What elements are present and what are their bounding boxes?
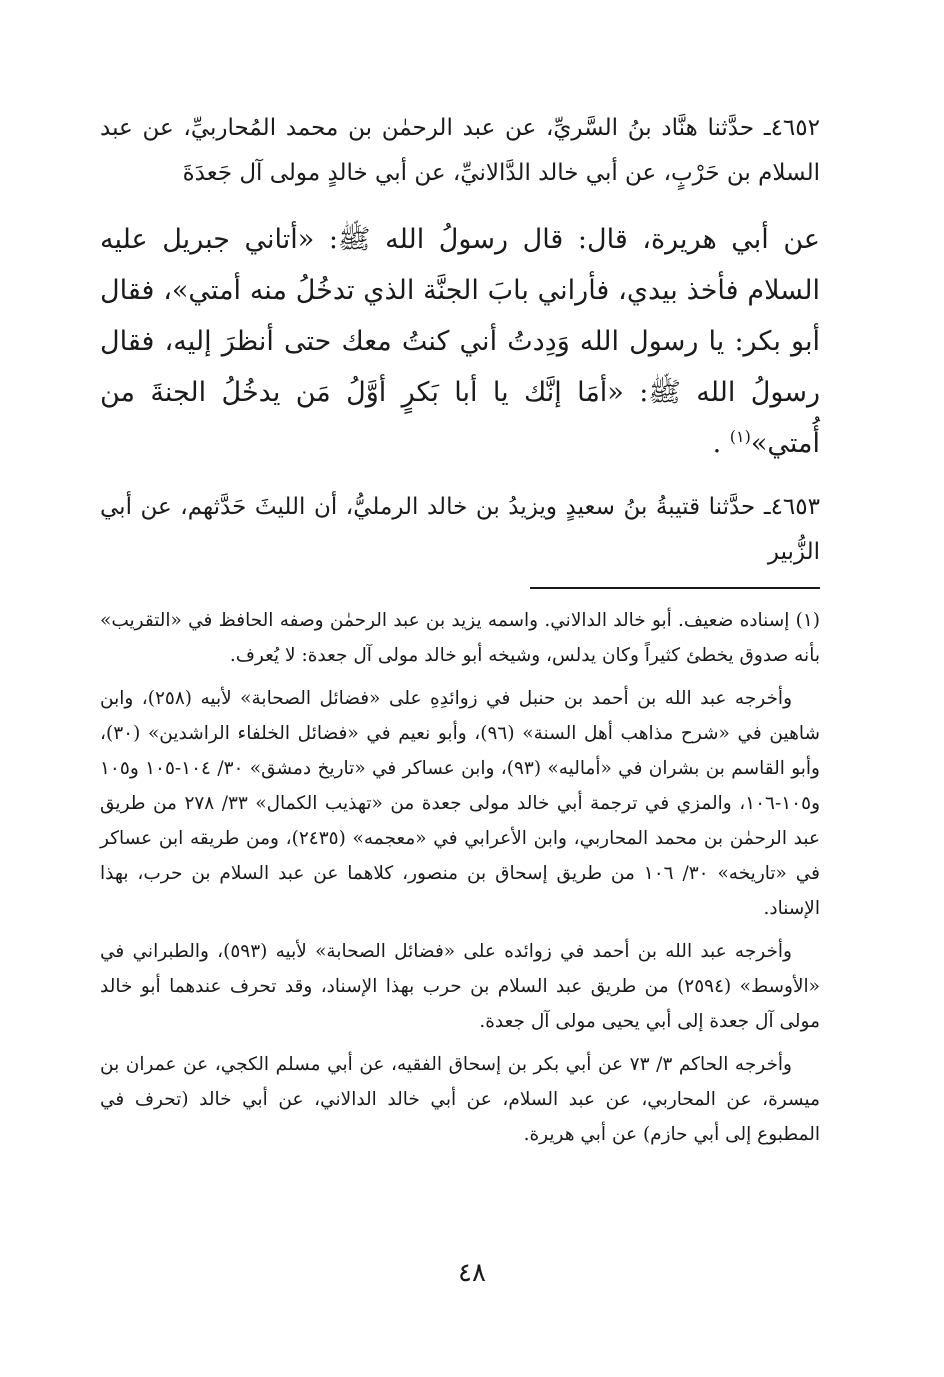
hadith-4653-isnad: ٤٦٥٣ـ حدَّثنا قتيبةُ بنُ سعيدٍ ويزيدُ بن خالد الرمليُّ، أن الليثَ حَدَّثهم، عن أبي الزُّبير — [100, 494, 820, 565]
footnote-paragraph: وأخرجه عبد الله بن أحمد في زوائده على «فضائل الصحابة» لأبيه (٥٩٣)، والطبراني في «الأوسط» (٢٥٩٤) من طريق عبد السلام بن حرب بهذا الإسناد، وقد تحرف عندهما أبو خالد مولى آل جعدة إلى أبي يحيى مولى آل جعدة. — [100, 941, 820, 1032]
hadith-4652-text: عن أبي هريرة، قال: قال رسولُ الله ﷺ: «أتاني جبريل عليه السلام فأخذ بيدي، فأراني بابَ الجنَّة الذي تدخُلُ منه أمتي»، فقال أبو بكر: يا رسول الله وَدِدتُ أني كنتُ معك حتى أنظرَ إليه، فقال رسولُ الله ﷺ: «أمَا إنَّك يا أبا بَكرٍ أوَّلُ مَن يدخُلُ الجنةَ من أُمتي» — [100, 224, 820, 459]
hadith-4652-end: . — [712, 428, 730, 459]
footnote-divider — [530, 587, 820, 589]
hadith-4652-matn — [100, 214, 820, 469]
footnotes-section — [100, 603, 820, 1152]
hadith-4652-isnad: ٤٦٥٢ـ حدَّثنا هنَّاد بنُ السَّريِّ، عن عبد الرحمٰن بن محمد المُحاربيِّ، عن عبد السلام بن حَرْبٍ، عن أبي خالد الدَّالانيِّ، عن أبي خالدٍ مولى آل جَعدَةَ — [100, 115, 820, 186]
footnote-paragraph: وأخرجه الحاكم ٣/ ٧٣ عن أبي بكر بن إسحاق الفقيه، عن أبي مسلم الكجي، عن عمران بن ميسرة، عن المحاربي، عن عبد السلام، عن أبي خالد الدالاني، عن أبي خالد (تحرف في المطبوع إلى أبي حازم) عن أبي هريرة. — [100, 1054, 820, 1145]
footnote-paragraph: وأخرجه عبد الله بن أحمد بن حنبل في زوائدِهِ على «فضائل الصحابة» لأبيه (٢٥٨)، وابن شاهين في «شرح مذاهب أهل السنة» (٩٦)، وأبو نعيم في «فضائل الخلفاء الراشدين» (٣٠)، وأبو القاسم بن بشران في «أماليه» (٩٣)، وابن عساكر في «تاريخ دمشق» ٣٠/ ١٠٤-١٠٥ و١٠٥ و١٠٥-١٠٦، والمزي في ترجمة أبي خالد مولى جعدة من «تهذيب الكمال» ٣٣/ ٢٧٨ من طريق عبد الرحمٰن بن محمد المحاربي، وابن الأعرابي في «معجمه» (٢٤٣٥)، ومن طريقه ابن عساكر في «تاريخه» ٣٠/ ١٠٦ من طريق إسحاق بن منصور، كلاهما عن عبد السلام بن حرب، بهذا الإسناد. — [100, 688, 820, 919]
book-page — [100, 100, 820, 1160]
footnote-reference[interactable]: (١) — [729, 427, 751, 446]
footnote-1: (١) إسناده ضعيف. أبو خالد الدالاني. واسمه يزيد بن عبد الرحمٰن وصفه الحافظ في «التقريب» بأنه صدوق يخطئ كثيراً وكان يدلس، وشيخه أبو خالد مولى آل جعدة: لا يُعرف. — [100, 610, 820, 666]
page-number: ٤٨ — [458, 1258, 486, 1288]
